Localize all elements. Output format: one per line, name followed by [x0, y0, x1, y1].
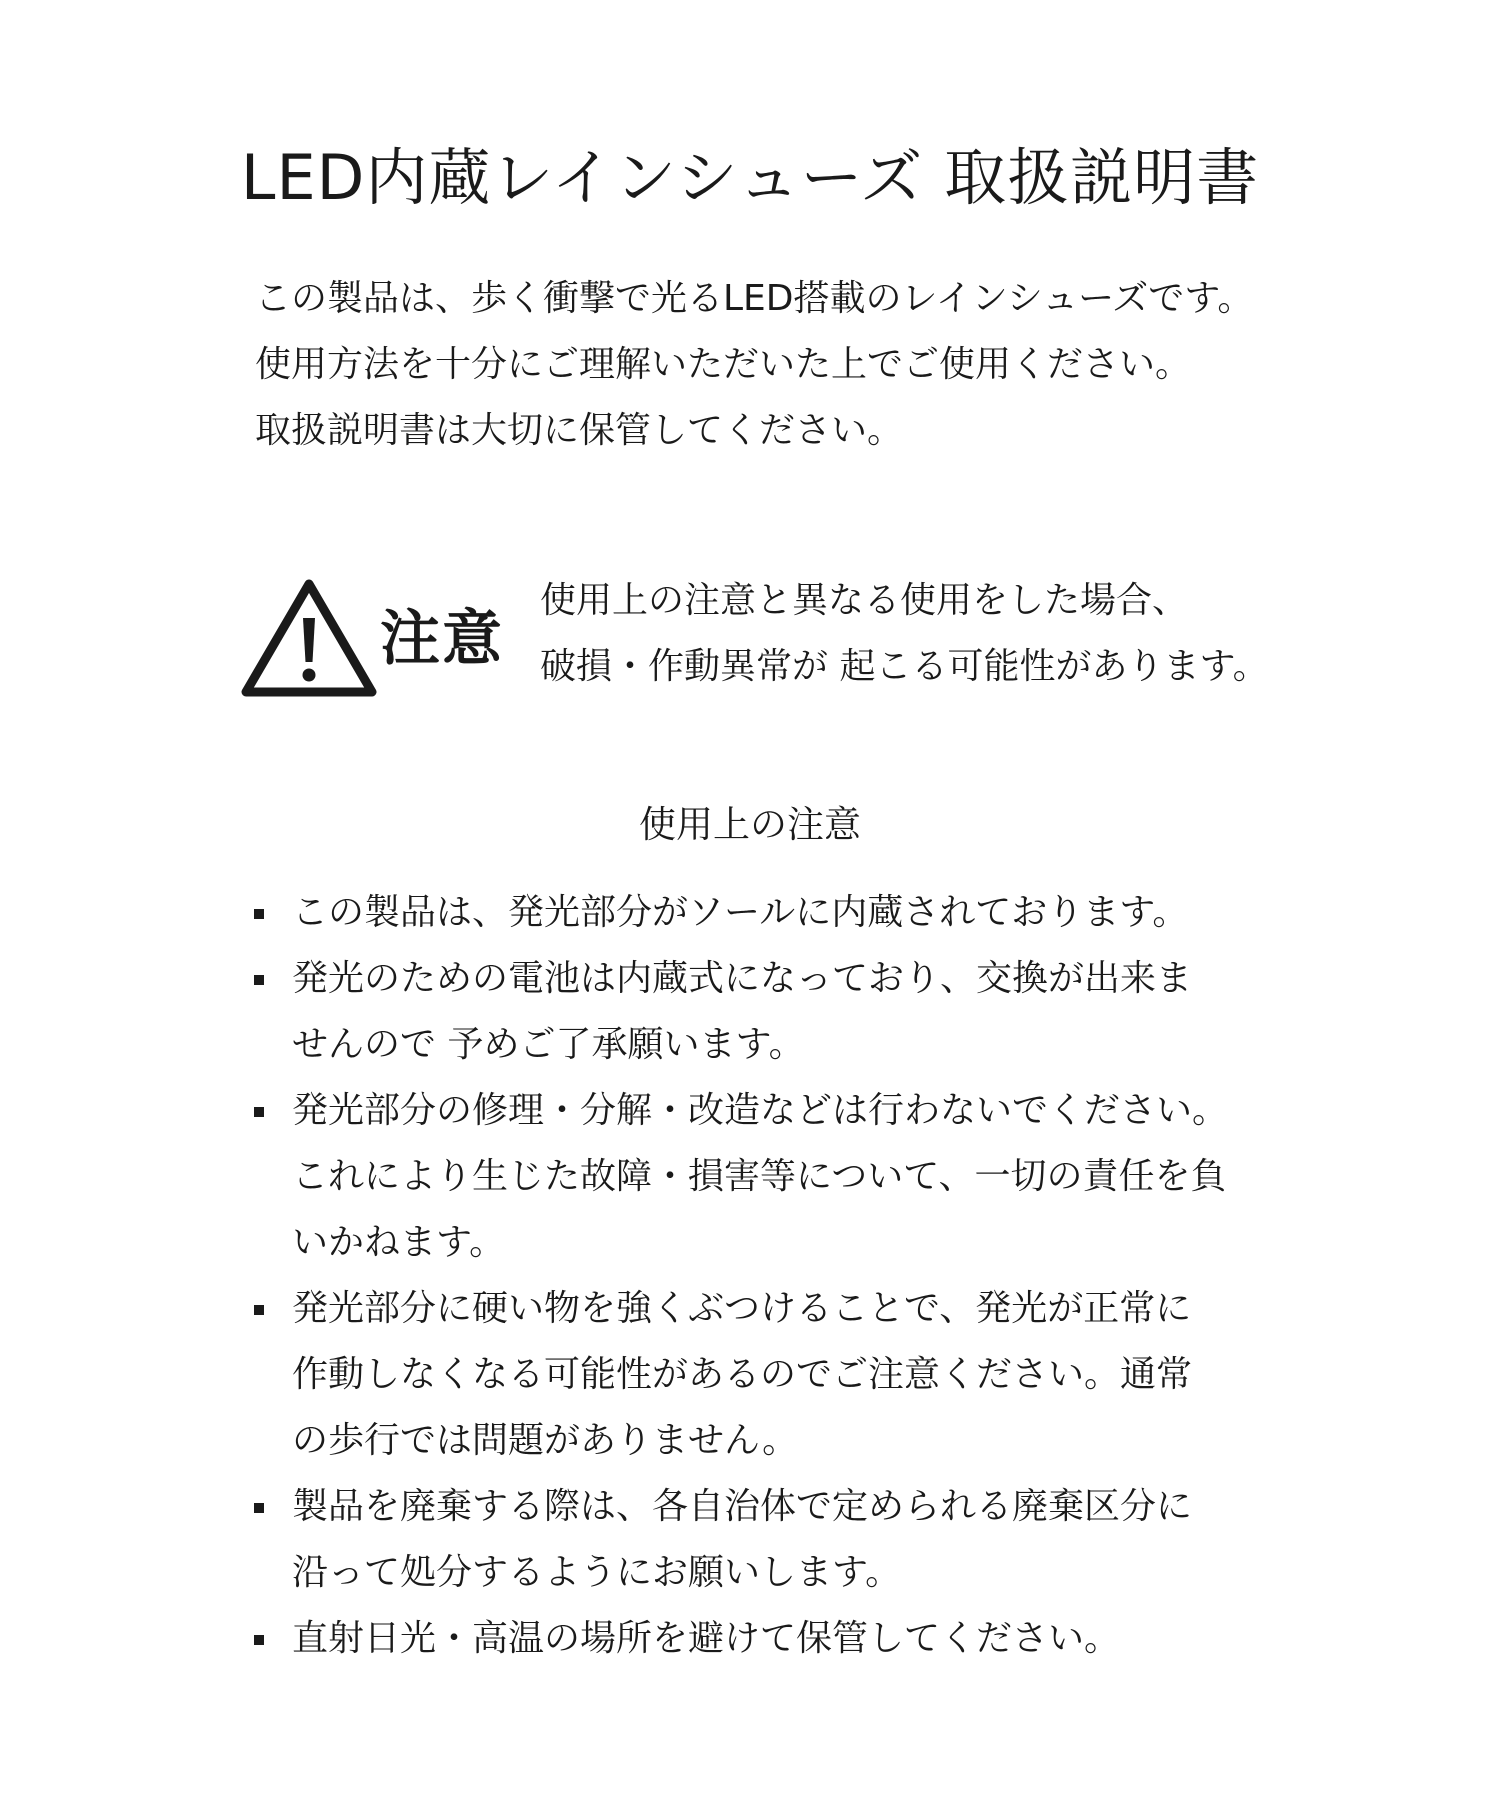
bullet-square-icon	[254, 1305, 264, 1315]
cautions-heading: 使用上の注意	[639, 803, 861, 846]
caution-line: 発光部分に硬い物を強くぶつけることで、発光が正常に	[292, 1288, 1192, 1329]
intro-line: 取扱説明書は大切に保管してください。	[255, 410, 904, 451]
bullet-square-icon	[254, 1107, 264, 1117]
caution-line: の歩行では問題がありません。	[292, 1420, 799, 1461]
cautions-list	[248, 880, 1268, 1672]
caution-item	[248, 1078, 1268, 1276]
warning-line: 破損・作動異常が 起こる可能性があります。	[540, 646, 1269, 687]
intro-paragraph	[255, 266, 1355, 464]
caution-line: 作動しなくなる可能性があるのでご注意ください。通常	[292, 1354, 1193, 1395]
warning-line: 使用上の注意と異なる使用をした場合、	[540, 580, 1189, 621]
caution-item	[248, 946, 1268, 1078]
warning-notice	[240, 578, 1340, 708]
bullet-square-icon	[254, 1503, 264, 1513]
caution-item	[248, 880, 1268, 946]
warning-label: 注意	[380, 604, 504, 674]
caution-line: 発光部分の修理・分解・改造などは行わないでください。	[292, 1090, 1229, 1131]
caution-line: 直射日光・高温の場所を避けて保管してください。	[292, 1618, 1121, 1659]
caution-line: この製品は、発光部分がソールに内蔵されております。	[292, 892, 1189, 933]
caution-line: 沿って処分するようにお願いします。	[292, 1552, 902, 1593]
warning-text	[540, 568, 1269, 700]
intro-line: 使用方法を十分にご理解いただいた上でご使用ください。	[255, 344, 1192, 385]
caution-line: いかねます。	[292, 1222, 506, 1263]
caution-line: せんので 予めご了承願います。	[292, 1024, 805, 1065]
caution-line: これにより生じた故障・損害等について、一切の責任を負	[292, 1156, 1227, 1197]
bullet-square-icon	[254, 1635, 264, 1645]
bullet-square-icon	[254, 975, 264, 985]
page-title: LED内蔵レインシューズ 取扱説明書	[240, 141, 1260, 214]
bullet-square-icon	[254, 909, 264, 919]
caution-line: 発光のための電池は内蔵式になっており、交換が出来ま	[292, 958, 1193, 999]
caution-item	[248, 1276, 1268, 1474]
caution-line: 製品を廃棄する際は、各自治体で定められる廃棄区分に	[292, 1486, 1193, 1527]
caution-item	[248, 1606, 1268, 1672]
warning-triangle-icon	[240, 578, 378, 698]
intro-line: この製品は、歩く衝撃で光るLED搭載のレインシューズです。	[255, 278, 1254, 319]
caution-item	[248, 1474, 1268, 1606]
